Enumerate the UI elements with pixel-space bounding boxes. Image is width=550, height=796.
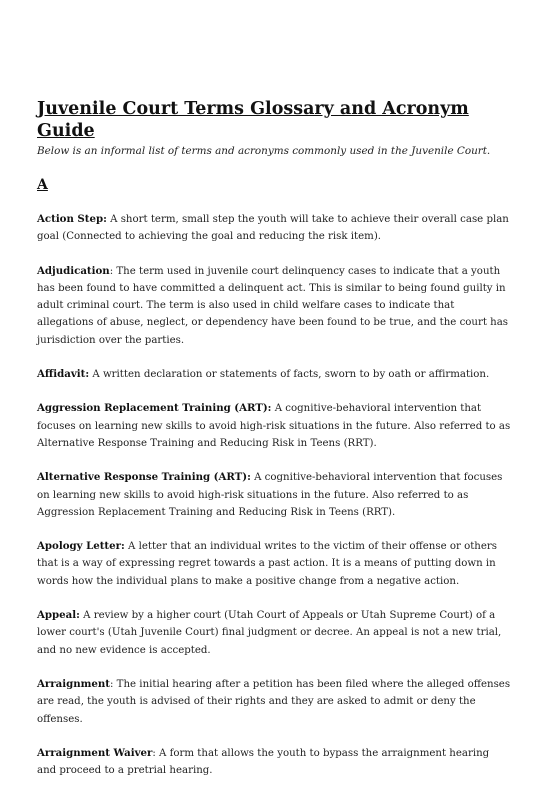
glossary-definition: A short term, small step the youth will take to achieve their overall case plan goal (Connected to achieving the goal and reducing the risk item). <box>37 214 509 243</box>
section-heading-a: A <box>37 177 48 193</box>
glossary-term: Arraignment Waiver <box>37 746 153 759</box>
glossary-definition: A cognitive-behavioral intervention that focuses on learning new skills to avoid high-risk situations in the future. Also referred to as Alternative Response Training and Reducing Risk in Teens (RRT). <box>37 403 511 449</box>
glossary-term: Apology Letter: <box>37 540 125 553</box>
document-title: Juvenile Court Terms Glossary and Acronym Guide <box>37 99 469 141</box>
glossary-entry <box>37 211 511 246</box>
glossary-term: Affidavit: <box>37 368 90 381</box>
glossary-definition: A review by a higher court (Utah Court of Appeals or Utah Supreme Court) of a lower court's (Utah Juvenile Court) final judgment or decree. An appeal is not a new trial, and no new evidence is accepted. <box>37 610 502 656</box>
glossary-definition: : A form that allows the youth to bypass the arraignment hearing and proceed to a pretrial hearing. <box>37 747 490 777</box>
glossary-definition: A written declaration or statements of facts, sworn to by oath or affirmation. <box>89 369 490 381</box>
glossary-definition: A letter that an individual writes to the victim of their offense or others that is a way of expressing regret towards a past action. It is a means of putting down in words how the individual plans to make a positive change from a negative action. <box>37 541 497 587</box>
glossary-term: Adjudication <box>37 264 110 277</box>
glossary-entry <box>37 366 511 383</box>
glossary-entry <box>37 745 511 780</box>
glossary-term: Alternative Response Training (ART): <box>37 471 251 484</box>
glossary-entry <box>37 538 511 590</box>
glossary-term: Appeal: <box>37 609 80 622</box>
glossary-entry <box>37 400 511 452</box>
glossary-definition: A cognitive-behavioral intervention that focuses on learning new skills to avoid high-risk situations in the future. Also referred to as Aggression Replacement Training and Reducing Risk in Teens (RRT). <box>37 472 503 518</box>
glossary-entry <box>37 469 511 521</box>
glossary-entry <box>37 607 511 659</box>
glossary-entry <box>37 263 511 349</box>
glossary-term: Aggression Replacement Training (ART): <box>37 402 272 415</box>
glossary-definition: : The term used in juvenile court delinquency cases to indicate that a youth has been found to have committed a delinquent act. This is similar to being found guilty in adult criminal court. The term is also used in child welfare cases to indicate that allegations of abuse, neglect, or dependency have been found to be true, and the court has jurisdiction over the parties. <box>37 265 509 346</box>
glossary-term: Arraignment <box>37 677 111 690</box>
glossary-entry <box>37 676 511 728</box>
document-subtitle: Below is an informal list of terms and acronyms commonly used in the Juvenile Court. <box>37 145 491 157</box>
document-content <box>37 98 511 796</box>
glossary-definition: : The initial hearing after a petition has been filed where the alleged offenses are read, the youth is advised of their rights and they are asked to admit or deny the offenses. <box>37 678 511 725</box>
glossary-entries <box>37 211 511 779</box>
glossary-term: Action Step: <box>37 213 107 225</box>
